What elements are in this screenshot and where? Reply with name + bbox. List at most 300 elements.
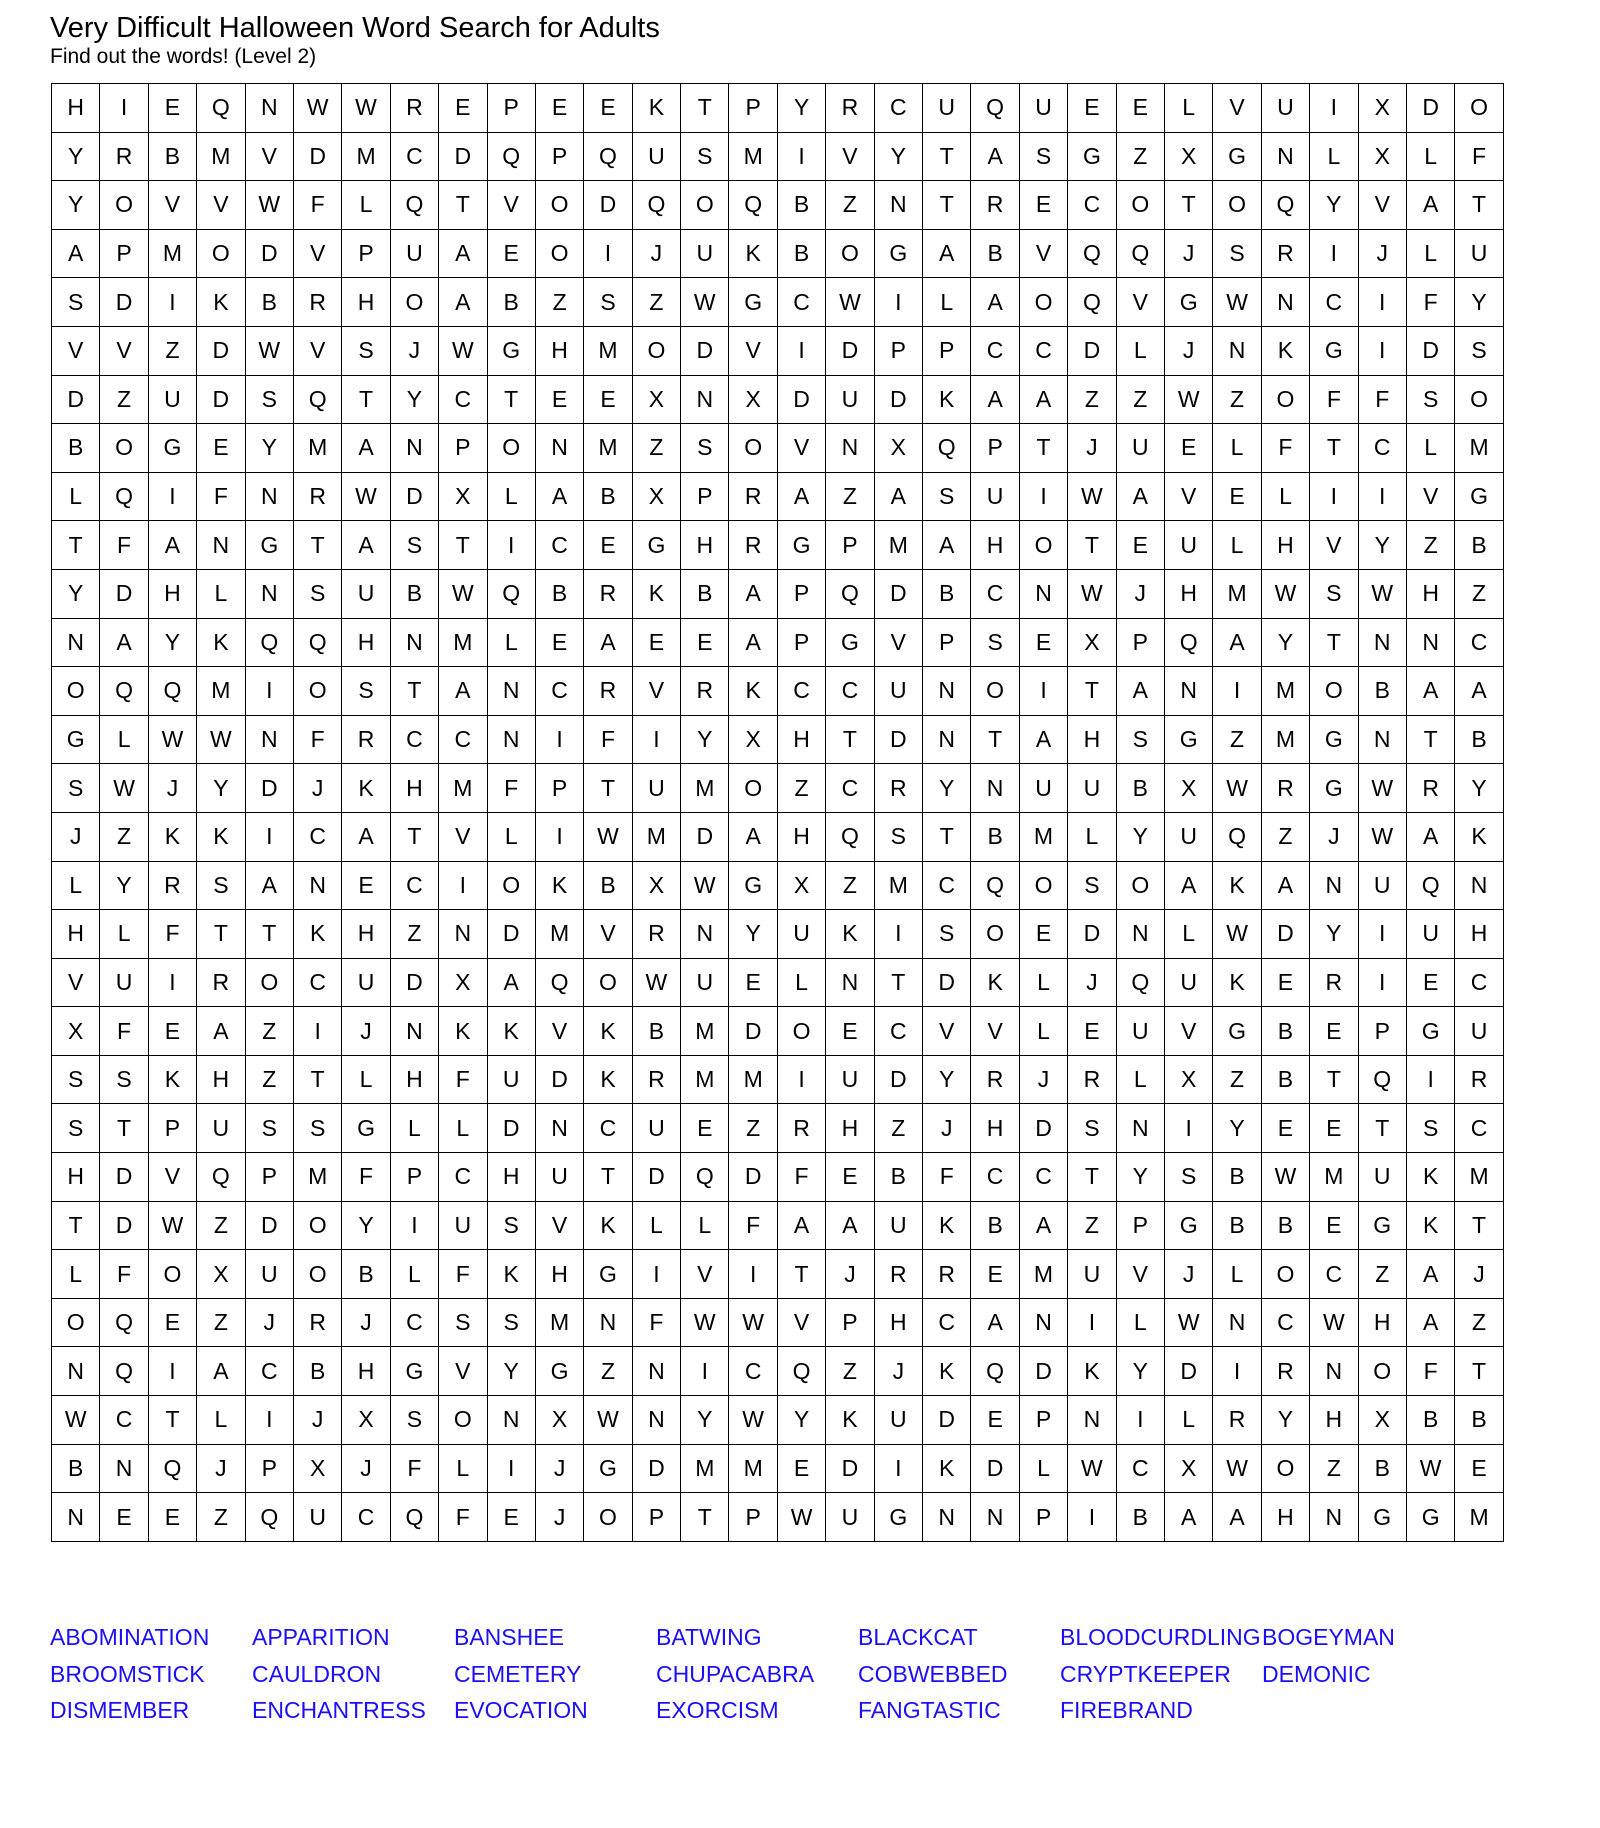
grid-cell: U: [390, 229, 438, 278]
grid-cell: A: [100, 618, 148, 667]
grid-cell: I: [777, 132, 825, 181]
grid-cell: X: [632, 472, 680, 521]
grid-cell: K: [632, 84, 680, 133]
grid-cell: Y: [1358, 521, 1406, 570]
grid-cell: L: [1164, 1396, 1212, 1445]
grid-cell: M: [681, 1007, 729, 1056]
grid-cell: S: [293, 1104, 341, 1153]
grid-cell: F: [439, 1493, 487, 1542]
grid-cell: A: [439, 278, 487, 327]
grid-cell: Q: [197, 84, 245, 133]
grid-cell: U: [1406, 910, 1454, 959]
grid-cell: F: [729, 1201, 777, 1250]
grid-cell: C: [777, 667, 825, 716]
grid-cell: E: [1116, 84, 1164, 133]
grid-cell: S: [342, 326, 390, 375]
grid-cell: K: [1213, 861, 1261, 910]
grid-cell: U: [535, 1153, 583, 1202]
grid-cell: Z: [245, 1055, 293, 1104]
grid-row: [52, 326, 1504, 375]
word-list-item: BOGEYMAN: [1262, 1624, 1395, 1650]
grid-cell: H: [777, 812, 825, 861]
grid-cell: F: [584, 715, 632, 764]
grid-cell: U: [342, 958, 390, 1007]
grid-cell: N: [52, 1347, 100, 1396]
grid-cell: V: [1164, 472, 1212, 521]
grid-cell: N: [826, 958, 874, 1007]
grid-cell: K: [632, 569, 680, 618]
grid-cell: U: [826, 375, 874, 424]
grid-cell: U: [874, 1201, 922, 1250]
grid-cell: D: [487, 910, 535, 959]
grid-cell: C: [584, 1104, 632, 1153]
grid-cell: P: [342, 229, 390, 278]
grid-cell: N: [390, 424, 438, 473]
grid-cell: A: [52, 229, 100, 278]
grid-cell: L: [1406, 424, 1454, 473]
grid-cell: I: [632, 1250, 680, 1299]
grid-cell: V: [245, 132, 293, 181]
grid-cell: F: [148, 910, 196, 959]
grid-cell: S: [1310, 569, 1358, 618]
grid-cell: R: [293, 472, 341, 521]
grid-cell: Q: [148, 667, 196, 716]
grid-cell: A: [487, 958, 535, 1007]
grid-cell: V: [1019, 229, 1067, 278]
grid-cell: B: [1358, 1444, 1406, 1493]
grid-cell: X: [1358, 1396, 1406, 1445]
grid-cell: G: [1213, 1007, 1261, 1056]
grid-cell: E: [1310, 1104, 1358, 1153]
grid-cell: J: [1164, 326, 1212, 375]
grid-cell: J: [197, 1444, 245, 1493]
grid-row: [52, 1007, 1504, 1056]
grid-cell: G: [1213, 132, 1261, 181]
grid-cell: A: [777, 472, 825, 521]
grid-cell: N: [197, 521, 245, 570]
grid-cell: L: [1406, 132, 1454, 181]
grid-cell: F: [1358, 375, 1406, 424]
grid-cell: A: [874, 472, 922, 521]
grid-cell: R: [971, 181, 1019, 230]
grid-cell: U: [681, 958, 729, 1007]
grid-cell: Z: [1261, 812, 1309, 861]
grid-cell: Z: [826, 472, 874, 521]
grid-cell: Y: [1310, 910, 1358, 959]
grid-cell: S: [584, 278, 632, 327]
grid-cell: C: [971, 326, 1019, 375]
grid-cell: M: [197, 132, 245, 181]
grid-cell: P: [535, 764, 583, 813]
grid-row: [52, 181, 1504, 230]
grid-cell: X: [439, 958, 487, 1007]
grid-cell: Q: [100, 1298, 148, 1347]
grid-row: [52, 764, 1504, 813]
grid-cell: O: [100, 424, 148, 473]
word-list-item: CEMETERY: [454, 1660, 582, 1687]
grid-cell: S: [923, 910, 971, 959]
grid-cell: H: [52, 1153, 100, 1202]
grid-cell: B: [535, 569, 583, 618]
grid-cell: B: [148, 132, 196, 181]
grid-cell: Z: [826, 1347, 874, 1396]
grid-cell: E: [148, 1298, 196, 1347]
grid-cell: W: [584, 1396, 632, 1445]
grid-cell: W: [1213, 910, 1261, 959]
grid-cell: N: [1310, 1493, 1358, 1542]
grid-cell: L: [100, 910, 148, 959]
grid-cell: P: [777, 618, 825, 667]
grid-cell: F: [390, 1444, 438, 1493]
grid-cell: X: [1164, 1055, 1212, 1104]
grid-cell: K: [1455, 812, 1503, 861]
grid-cell: S: [681, 424, 729, 473]
grid-cell: N: [826, 424, 874, 473]
grid-cell: C: [826, 667, 874, 716]
grid-row: [52, 1250, 1504, 1299]
grid-cell: L: [1406, 229, 1454, 278]
grid-cell: R: [342, 715, 390, 764]
grid-cell: D: [874, 1055, 922, 1104]
grid-cell: X: [197, 1250, 245, 1299]
word-list-item: CHUPACABRA: [656, 1660, 815, 1687]
grid-cell: A: [1164, 1493, 1212, 1542]
grid-cell: O: [535, 181, 583, 230]
grid-cell: H: [342, 1347, 390, 1396]
grid-cell: K: [584, 1201, 632, 1250]
grid-cell: I: [487, 521, 535, 570]
grid-cell: M: [584, 424, 632, 473]
grid-cell: I: [487, 1444, 535, 1493]
grid-cell: C: [971, 569, 1019, 618]
grid-cell: V: [148, 1153, 196, 1202]
grid-cell: E: [971, 1250, 1019, 1299]
grid-cell: Q: [1068, 229, 1116, 278]
grid-cell: I: [1310, 84, 1358, 133]
grid-cell: C: [1068, 181, 1116, 230]
grid-cell: U: [439, 1201, 487, 1250]
grid-cell: R: [729, 521, 777, 570]
word-list-item: FIREBRAND: [1060, 1697, 1193, 1723]
grid-cell: C: [1310, 1250, 1358, 1299]
grid-cell: I: [390, 1201, 438, 1250]
grid-cell: O: [439, 1396, 487, 1445]
grid-cell: L: [1019, 1444, 1067, 1493]
grid-cell: O: [681, 181, 729, 230]
grid-cell: G: [1310, 764, 1358, 813]
grid-cell: Z: [1455, 569, 1503, 618]
grid-cell: R: [632, 1055, 680, 1104]
grid-cell: D: [874, 375, 922, 424]
grid-cell: Q: [487, 132, 535, 181]
grid-cell: A: [342, 521, 390, 570]
grid-cell: D: [777, 375, 825, 424]
grid-cell: Y: [390, 375, 438, 424]
grid-cell: I: [148, 472, 196, 521]
word-list-item: EXORCISM: [656, 1697, 779, 1723]
grid-cell: S: [245, 1104, 293, 1153]
grid-cell: K: [826, 1396, 874, 1445]
grid-cell: R: [1213, 1396, 1261, 1445]
grid-cell: U: [1164, 521, 1212, 570]
grid-cell: C: [293, 812, 341, 861]
grid-cell: Z: [1213, 715, 1261, 764]
grid-cell: V: [535, 1007, 583, 1056]
grid-cell: P: [487, 84, 535, 133]
grid-cell: S: [1213, 229, 1261, 278]
grid-cell: L: [777, 958, 825, 1007]
grid-cell: X: [1164, 764, 1212, 813]
grid-cell: J: [1455, 1250, 1503, 1299]
grid-cell: C: [439, 715, 487, 764]
grid-cell: C: [1310, 278, 1358, 327]
grid-cell: P: [632, 1493, 680, 1542]
grid-cell: Y: [923, 1055, 971, 1104]
word-list-item: CAULDRON: [252, 1660, 382, 1687]
grid-row: [52, 667, 1504, 716]
grid-cell: P: [729, 84, 777, 133]
grid-cell: R: [293, 278, 341, 327]
grid-cell: T: [1455, 1201, 1503, 1250]
grid-cell: Z: [245, 1007, 293, 1056]
grid-cell: E: [584, 375, 632, 424]
grid-cell: P: [1358, 1007, 1406, 1056]
grid-cell: A: [148, 521, 196, 570]
grid-cell: T: [1406, 715, 1454, 764]
grid-cell: Z: [826, 861, 874, 910]
grid-cell: E: [535, 84, 583, 133]
grid-cell: U: [874, 667, 922, 716]
grid-cell: H: [535, 326, 583, 375]
grid-cell: O: [1455, 375, 1503, 424]
grid-cell: C: [1019, 1153, 1067, 1202]
grid-cell: M: [1019, 812, 1067, 861]
grid-cell: Q: [293, 375, 341, 424]
grid-cell: E: [439, 84, 487, 133]
grid-cell: F: [100, 1250, 148, 1299]
grid-row: [52, 861, 1504, 910]
grid-cell: P: [245, 1153, 293, 1202]
grid-cell: J: [293, 764, 341, 813]
grid-cell: Y: [197, 764, 245, 813]
grid-cell: F: [293, 181, 341, 230]
grid-cell: D: [487, 1104, 535, 1153]
grid-cell: L: [1019, 1007, 1067, 1056]
grid-cell: W: [1406, 1444, 1454, 1493]
grid-cell: T: [439, 521, 487, 570]
grid-cell: Z: [100, 812, 148, 861]
grid-cell: A: [1019, 1201, 1067, 1250]
grid-cell: O: [1261, 1250, 1309, 1299]
grid-cell: Q: [100, 1347, 148, 1396]
grid-cell: M: [632, 812, 680, 861]
grid-cell: M: [342, 132, 390, 181]
grid-cell: N: [874, 181, 922, 230]
grid-cell: O: [1116, 861, 1164, 910]
grid-cell: D: [390, 958, 438, 1007]
grid-cell: T: [1068, 1153, 1116, 1202]
grid-cell: R: [197, 958, 245, 1007]
grid-cell: H: [1358, 1298, 1406, 1347]
grid-cell: I: [148, 1347, 196, 1396]
grid-cell: M: [874, 861, 922, 910]
grid-cell: J: [52, 812, 100, 861]
grid-cell: J: [1164, 1250, 1212, 1299]
grid-cell: U: [1455, 1007, 1503, 1056]
grid-cell: O: [487, 424, 535, 473]
grid-cell: J: [535, 1444, 583, 1493]
grid-cell: V: [632, 667, 680, 716]
grid-cell: B: [681, 569, 729, 618]
grid-cell: A: [1406, 181, 1454, 230]
word-list-item: ENCHANTRESS: [252, 1697, 426, 1723]
grid-cell: N: [923, 667, 971, 716]
grid-cell: Q: [826, 812, 874, 861]
grid-cell: C: [1261, 1298, 1309, 1347]
grid-cell: B: [293, 1347, 341, 1396]
grid-cell: X: [535, 1396, 583, 1445]
grid-row: [52, 521, 1504, 570]
grid-cell: E: [777, 1444, 825, 1493]
grid-cell: E: [681, 618, 729, 667]
grid-cell: G: [1164, 278, 1212, 327]
grid-cell: K: [487, 1250, 535, 1299]
grid-cell: J: [390, 326, 438, 375]
grid-cell: W: [342, 472, 390, 521]
grid-cell: O: [100, 181, 148, 230]
grid-cell: E: [1019, 618, 1067, 667]
grid-cell: B: [1116, 1493, 1164, 1542]
grid-cell: Q: [1068, 278, 1116, 327]
grid-cell: K: [342, 764, 390, 813]
grid-cell: X: [439, 472, 487, 521]
grid-cell: V: [148, 181, 196, 230]
grid-cell: L: [1213, 1250, 1261, 1299]
grid-cell: O: [245, 958, 293, 1007]
grid-cell: B: [1406, 1396, 1454, 1445]
grid-cell: W: [52, 1396, 100, 1445]
grid-cell: D: [52, 375, 100, 424]
grid-cell: U: [1116, 424, 1164, 473]
grid-cell: Y: [1261, 1396, 1309, 1445]
grid-cell: U: [826, 1493, 874, 1542]
grid-cell: D: [245, 229, 293, 278]
grid-cell: G: [1406, 1493, 1454, 1542]
grid-cell: Y: [148, 618, 196, 667]
grid-cell: J: [1116, 569, 1164, 618]
grid-cell: S: [923, 472, 971, 521]
grid-cell: P: [923, 618, 971, 667]
grid-cell: N: [245, 472, 293, 521]
grid-cell: I: [245, 1396, 293, 1445]
grid-cell: S: [487, 1201, 535, 1250]
grid-cell: S: [52, 1104, 100, 1153]
grid-cell: G: [535, 1347, 583, 1396]
grid-cell: V: [826, 132, 874, 181]
grid-cell: W: [584, 812, 632, 861]
grid-cell: L: [1164, 84, 1212, 133]
grid-cell: P: [245, 1444, 293, 1493]
grid-cell: A: [1455, 667, 1503, 716]
grid-cell: M: [197, 667, 245, 716]
grid-cell: I: [1310, 472, 1358, 521]
grid-cell: G: [390, 1347, 438, 1396]
grid-cell: H: [148, 569, 196, 618]
grid-cell: P: [826, 1298, 874, 1347]
grid-cell: K: [197, 278, 245, 327]
grid-cell: Z: [826, 181, 874, 230]
grid-cell: R: [632, 910, 680, 959]
grid-cell: A: [1213, 1493, 1261, 1542]
grid-cell: G: [52, 715, 100, 764]
grid-cell: I: [632, 715, 680, 764]
grid-cell: Y: [342, 1201, 390, 1250]
grid-cell: U: [632, 132, 680, 181]
page-title: Very Difficult Halloween Word Search for Adults: [50, 12, 660, 44]
grid-cell: D: [1019, 1104, 1067, 1153]
grid-cell: U: [1019, 84, 1067, 133]
grid-cell: F: [1261, 424, 1309, 473]
grid-cell: E: [1310, 1201, 1358, 1250]
grid-cell: E: [971, 1396, 1019, 1445]
word-list-item: CRYPTKEEPER: [1060, 1660, 1231, 1687]
grid-cell: J: [632, 229, 680, 278]
grid-cell: L: [1068, 812, 1116, 861]
grid-cell: M: [1261, 667, 1309, 716]
word-list-item: BATWING: [656, 1624, 762, 1650]
grid-cell: Y: [100, 861, 148, 910]
grid-cell: A: [197, 1347, 245, 1396]
grid-cell: H: [390, 1055, 438, 1104]
grid-cell: U: [1358, 861, 1406, 910]
grid-cell: N: [971, 764, 1019, 813]
grid-cell: W: [197, 715, 245, 764]
grid-cell: A: [971, 1298, 1019, 1347]
grid-cell: V: [874, 618, 922, 667]
grid-cell: Y: [245, 424, 293, 473]
grid-cell: E: [1164, 424, 1212, 473]
grid-cell: A: [245, 861, 293, 910]
grid-cell: H: [342, 618, 390, 667]
grid-cell: H: [1068, 715, 1116, 764]
grid-cell: J: [826, 1250, 874, 1299]
grid-cell: O: [390, 278, 438, 327]
grid-cell: C: [390, 861, 438, 910]
grid-cell: E: [632, 618, 680, 667]
grid-cell: O: [1261, 375, 1309, 424]
grid-cell: C: [1455, 958, 1503, 1007]
grid-cell: N: [1068, 1396, 1116, 1445]
grid-cell: E: [584, 84, 632, 133]
grid-cell: T: [923, 132, 971, 181]
grid-cell: B: [777, 229, 825, 278]
grid-cell: I: [1358, 472, 1406, 521]
grid-row: [52, 229, 1504, 278]
grid-cell: T: [390, 812, 438, 861]
grid-cell: L: [390, 1250, 438, 1299]
grid-cell: W: [1213, 764, 1261, 813]
grid-cell: Z: [1116, 132, 1164, 181]
grid-cell: O: [1310, 667, 1358, 716]
grid-cell: L: [487, 472, 535, 521]
grid-cell: T: [584, 764, 632, 813]
grid-cell: K: [923, 375, 971, 424]
grid-cell: G: [1310, 326, 1358, 375]
grid-cell: T: [1358, 1104, 1406, 1153]
grid-cell: C: [390, 1298, 438, 1347]
grid-cell: E: [1116, 521, 1164, 570]
grid-cell: W: [777, 1493, 825, 1542]
